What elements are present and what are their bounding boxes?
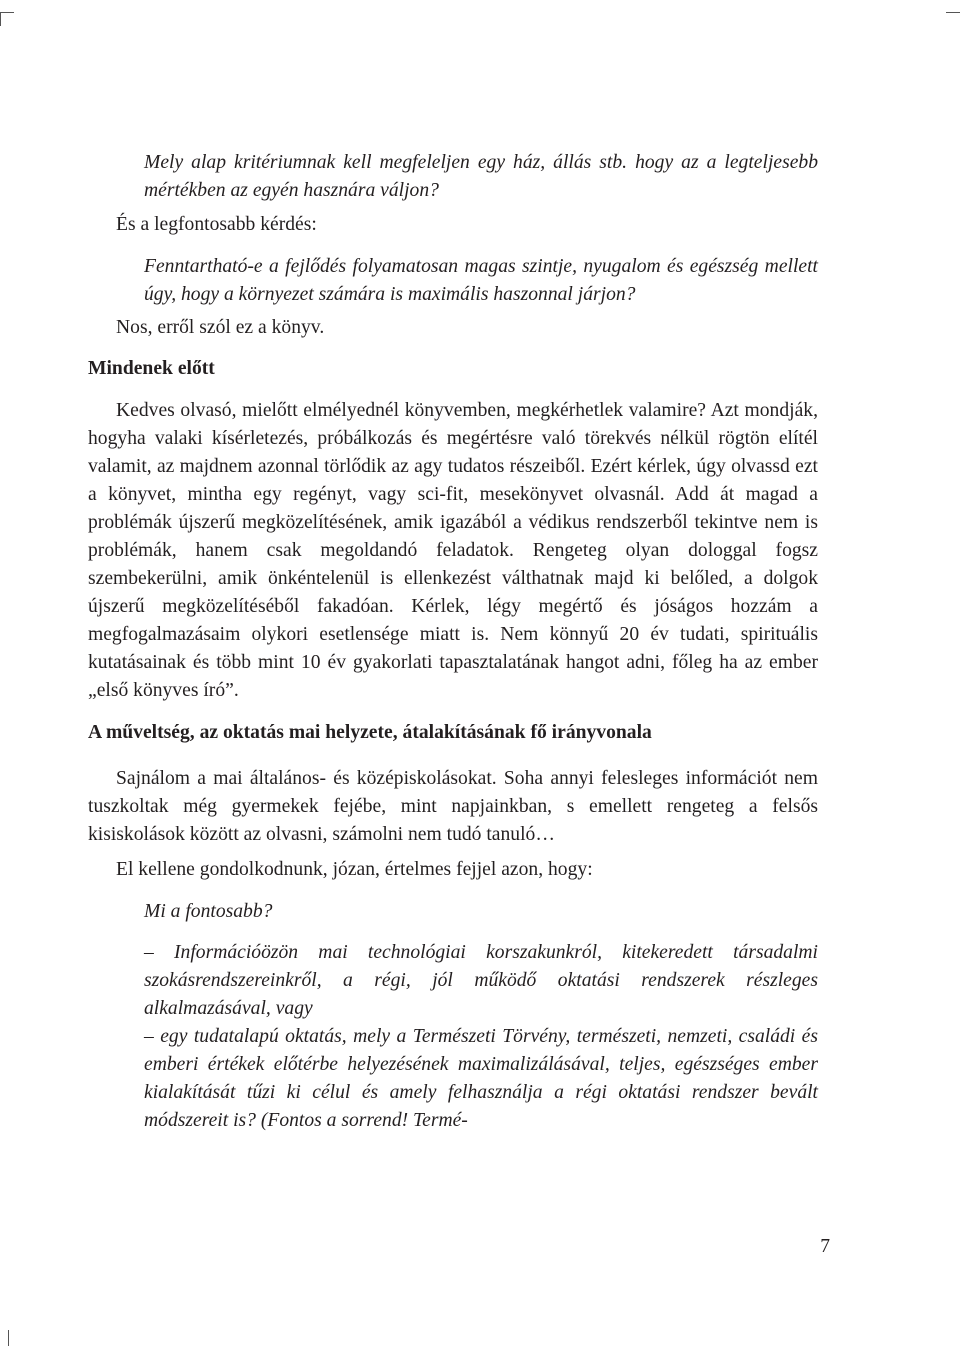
crop-mark-bottom-left: [8, 1330, 9, 1346]
crop-mark-top-left: [0, 12, 14, 13]
paragraph-reader-request: Kedves olvasó, mielőtt elmélyednél könyvemben, megkérhetlek valamire? Azt mondják, hogyha valaki kísérletezés, próbálkozás és megértésre való törekvés nélkül rögtön elítél valamit, az majdnem azonnal törlődik az agy tudatos részeiből. Ezért kérlek, úgy olvassd ezt a könyvet, mintha egy regényt, vagy sci-fit, mesekönyvet olvasnál. Add át magad a problémák újszerű megközelítésének, amik igazából a védikus rendszerből tekintve nem is problémák, hanem csak megoldandó feladatok. Rengeteg olyan dologgal fogsz szembekerülni, amik önkéntelenül is ellenkezést válthatnak majd ki belőled, a dolgok újszerű megközelítéséből fakadóan. Kérlek, légy megértő és jóságos hozzám a megfogalmazásaim olykori esetlensége miatt is. Nem könnyű 20 év tudati, spirituális kutatásainak és több mint 10 év gyakorlati tapasztalatának hangot adni, főleg ha az ember „első könyves író”.: [88, 400, 818, 701]
option-conscious-education: – egy tudatalapú oktatás, mely a Természeti Törvény, természeti, nemzeti, családi és emberi értékek előtérbe helyezésének maximalizálásával, teljes, egészséges ember kialakítását tűzi ki célul és amely felhasználja a régi oktatási rendszer bevált módszereit is? (Fontos a sorrend! Termé-: [144, 1026, 818, 1131]
book-line: Nos, erről szól ez a könyv.: [116, 317, 325, 338]
page-number: 7: [820, 1236, 830, 1257]
question-importance: Mi a fontosabb?: [144, 901, 273, 922]
option-information-flood: – Információözön mai technológiai korszakunkról, kitekeredett társadalmi szokásrendszereinkről, a régi, jól működő oktatási rendszerek részleges alkalmazásával, vagy: [144, 942, 818, 1019]
paragraph-think: El kellene gondolkodnunk, józan, értelmes fejjel azon, hogy:: [116, 859, 593, 880]
paragraph-students: Sajnálom a mai általános- és középiskolásokat. Soha annyi felesleges információt nem tuszkoltak még gyermekek fejébe, mint napjainkban, s emellett rengeteg a felsős kisiskolások között az olvasni, számolni nem tudó tanuló…: [88, 768, 818, 845]
intro-line: És a legfontosabb kérdés:: [116, 214, 317, 235]
section-heading-mindenek-elott: Mindenek előtt: [88, 358, 215, 379]
section-heading-education: A műveltség, az oktatás mai helyzete, átalakításának fő irányvonala: [88, 722, 652, 743]
page-body: [88, 146, 818, 1135]
question-1: Mely alap kritériumnak kell megfeleljen egy ház, állás stb. hogy az a legteljesebb mértékben az egyén hasznára váljon?: [144, 152, 818, 201]
crop-mark-top-right: [946, 12, 960, 13]
crop-mark-top-left: [0, 12, 1, 26]
question-2: Fenntartható-e a fejlődés folyamatosan magas szintje, nyugalom és egészség mellett úgy, hogy a környezet számára is maximális haszonnal járjon?: [144, 256, 818, 305]
